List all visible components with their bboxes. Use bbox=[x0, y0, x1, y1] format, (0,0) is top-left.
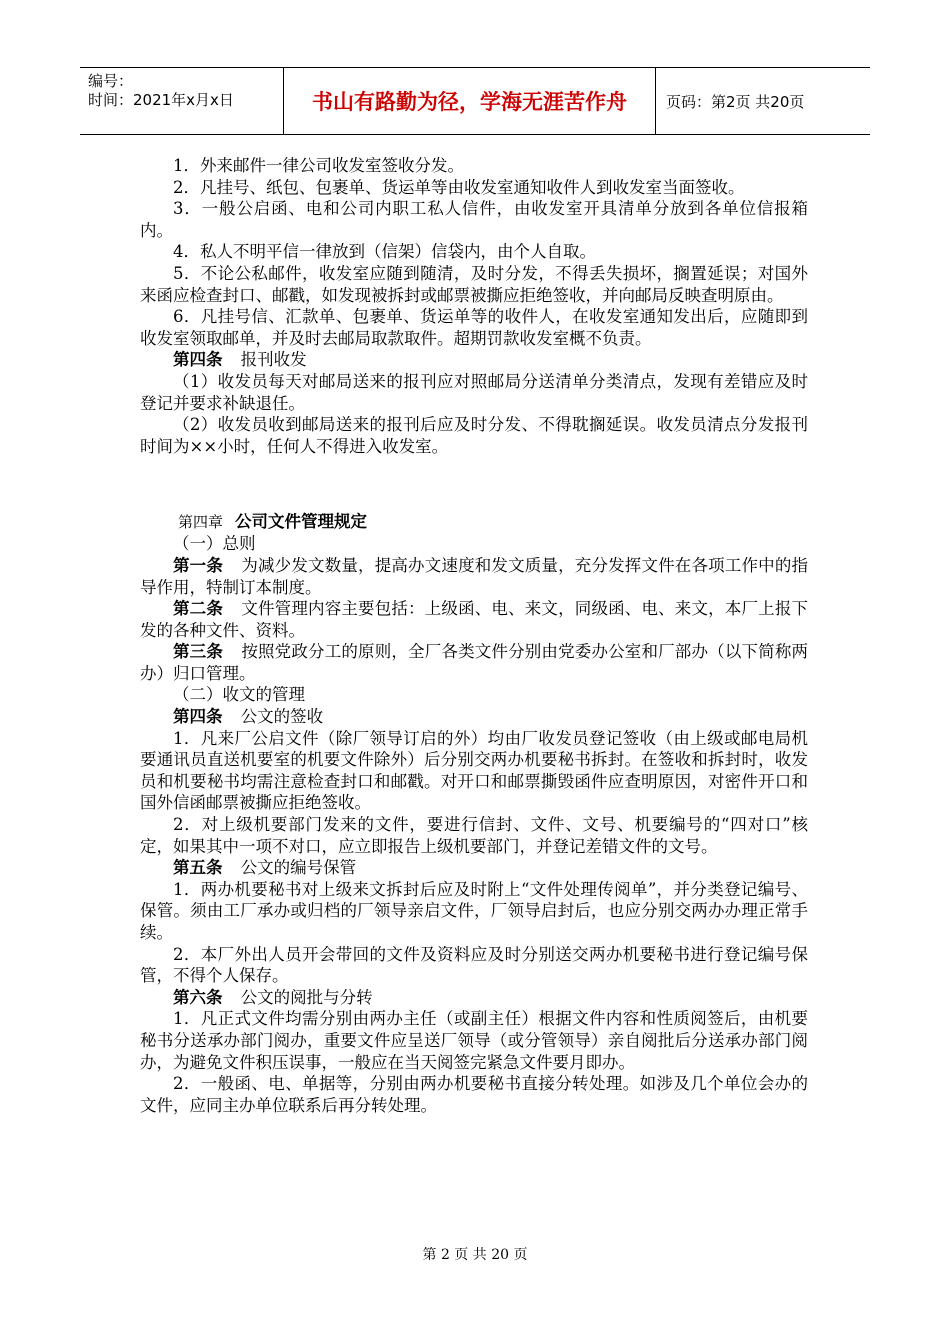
article-number: 第三条 bbox=[173, 642, 224, 662]
article-text: 为减少发文数量，提高办文速度和发文质量，充分发挥文件在各项工作中的指导作用，特制订本制度。 bbox=[140, 555, 808, 597]
article-item: 2．对上级机要部门发来的文件，要进行信封、文件、文号、机要编号的“四对口”核定，如果其中一项不对口，应立即报告上级机要部门，并登记差错文件的文号。 bbox=[140, 815, 808, 856]
page-header bbox=[80, 67, 870, 135]
document-body bbox=[140, 155, 808, 1116]
header-page-info: 页码：第2页 共20页 bbox=[666, 92, 805, 111]
article-item: 2．一般函、电、单据等，分别由两办机要秘书直接分转处理。如涉及几个单位会办的文件，应同主办单位联系后再分转处理。 bbox=[140, 1074, 808, 1115]
chapter-title: 公司文件管理规定 bbox=[235, 512, 368, 532]
mail-item-5: 5．不论公私邮件，收发室应随到随清，及时分发，不得丢失损坏，搁置延误；对国外来函应检查封口、邮戳，如发现被拆封或邮票被撕应拒绝签收，并向邮局反映查明原由。 bbox=[140, 263, 808, 305]
chapter-label: 第四章 bbox=[178, 513, 224, 532]
article-title: 公文的阅批与分转 bbox=[240, 987, 373, 1007]
article-item: 1．两办机要秘书对上级来文拆封后应及时附上“文件处理传阅单”，并分类登记编号、保管。须由工厂承办或归档的厂领导亲启文件，厂领导启封后，也应分别交两办办理正常手续。 bbox=[140, 879, 808, 942]
mail-item-3: 3．一般公启函、电和公司内职工私人信件，由收发室开具清单分放到各单位信报箱内。 bbox=[140, 199, 808, 240]
article-text: 按照党政分工的原则，全厂各类文件分别由党委办公室和厂部办（以下简称两办）归口管理。 bbox=[140, 642, 808, 683]
article-heading bbox=[140, 987, 808, 1009]
newspaper-item-1: （1）收发员每天对邮局送来的报刊应对照邮局分送清单分类清点，发现有差错应及时登记并要求补缺退任。 bbox=[140, 371, 808, 413]
section-heading: （一）总则 bbox=[173, 534, 256, 554]
article-number: 第四条 bbox=[173, 707, 223, 727]
page-footer: 第 2 页 共 20 页 bbox=[422, 1247, 528, 1263]
article-item: 1．凡正式文件均需分别由两办主任（或副主任）根据文件内容和性质阅签后，由机要秘书分送承办部门阅办，重要文件应呈送厂领导（或分管领导）亲自阅批后分送承办部门阅办，为避免文件积压误事，一般应在当天阅签完紧急文件要月即办。 bbox=[140, 1009, 808, 1072]
mail-item-6: 6．凡挂号信、汇款单、包裹单、货运单等的收件人，在收发室通知发出后，应随即到收发室领取邮单，并及时去邮局取款取件。超期罚款收发室概不负责。 bbox=[140, 307, 808, 348]
article-number: 第四条 bbox=[173, 350, 223, 370]
article-text: 文件管理内容主要包括：上级函、电、来文，同级函、电、来文，本厂上报下发的各种文件、资料。 bbox=[140, 599, 808, 640]
article-number: 第五条 bbox=[173, 858, 223, 878]
time-label: 时间：2021年x月x日 bbox=[88, 91, 234, 109]
article-title: 报刊收发 bbox=[240, 350, 307, 370]
mail-item-2: 2．凡挂号、纸包、包裹单、货运单等由收发室通知收件人到收发室当面签收。 bbox=[173, 177, 745, 197]
newspaper-item-2: （2）收发员收到邮局送来的报刊后应及时分发、不得耽搁延误。收发员清点分发报刊时间为××小时，任何人不得进入收发室。 bbox=[140, 415, 808, 456]
article-number: 第二条 bbox=[173, 599, 224, 619]
article-paragraph bbox=[140, 555, 808, 598]
article-paragraph bbox=[140, 598, 808, 641]
mail-item-4: 4．私人不明平信一律放到（信架）信袋内，由个人自取。 bbox=[173, 242, 596, 262]
article-heading bbox=[140, 857, 808, 879]
article-heading bbox=[140, 706, 808, 728]
article-number: 第六条 bbox=[173, 987, 223, 1007]
number-label: 编号： bbox=[88, 72, 134, 90]
article-title: 公文的编号保管 bbox=[240, 858, 357, 878]
article-number: 第一条 bbox=[173, 555, 224, 575]
section-heading: （二）收文的管理 bbox=[173, 685, 305, 705]
mail-item-1: 1．外来邮件一律公司收发室签收分发。 bbox=[173, 156, 464, 175]
article-item: 1．凡来厂公启文件（除厂领导订启的外）均由厂收发员登记签收（由上级或邮电局机要通讯员直送机要室的机要文件除外）后分别交两办机要秘书拆封。在签收和拆封时，收发员和机要秘书均需注意检查封口和邮戳。对开口和邮票撕毁函件应查明原因，对密件开口和国外信函邮票被撕应拒绝签收。 bbox=[140, 728, 808, 813]
header-motto: 书山有路勤为径，学海无涯苦作舟 bbox=[284, 68, 656, 134]
article-paragraph bbox=[140, 641, 808, 684]
header-meta bbox=[80, 68, 284, 134]
article-heading bbox=[140, 349, 808, 371]
chapter-heading bbox=[140, 511, 808, 533]
article-item: 2．本厂外出人员开会带回的文件及资料应及时分别送交两办机要秘书进行登记编号保管，不得个人保存。 bbox=[140, 944, 808, 986]
article-title: 公文的签收 bbox=[240, 707, 324, 727]
